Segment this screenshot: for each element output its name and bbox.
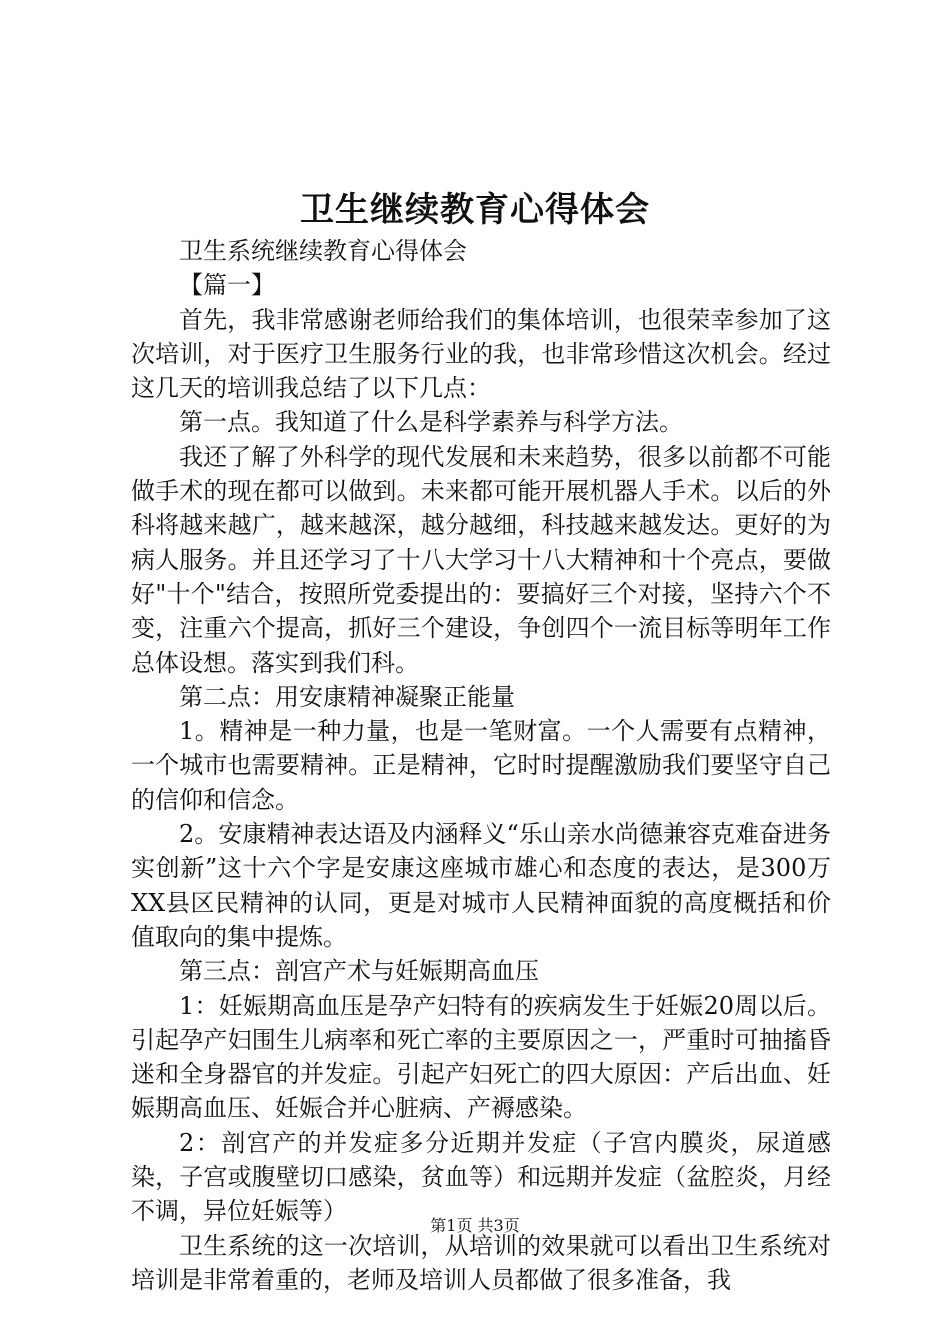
body-paragraph: 第三点：剖宫产术与妊娠期高血压 [179,957,539,986]
body-paragraph: 1：妊娠期高血压是孕产妇特有的疾病发生于妊娠20周以后。引起孕产妇围生儿病率和死亡率的主要原因之一，严重时可抽搐昏迷和全身器官的并发症。引起产妇死亡的四大原因：产后出血、妊娠期高血压、妊娠合并心脏病、产褥感染。 [131,991,831,1123]
body-paragraph: 第一点。我知道了什么是科学素养与科学方法。 [179,408,683,437]
body-paragraph: 我还了解了外科学的现代发展和未来趋势，很多以前都不可能做手术的现在都可以做到。未来都可能开展机器人手术。以后的外科将越来越广，越来越深，越分越细，科技越来越发达。更好的为病人服务。并且还学习了十八大学习十八大精神和十个亮点，要做好"十个"结合，按照所党委提出的：要搞好三个对接，坚持六个不变，注重六个提高，抓好三个建设，争创四个一流目标等明年工作总体设想。落实到我们科。 [131,442,831,677]
body-paragraph: 卫生系统的这一次培训，从培训的效果就可以看出卫生系统对培训是非常着重的，老师及培训人员都做了很多准备，我 [131,1231,831,1294]
page-footer: 第1页 共3页 [430,1216,520,1235]
body-paragraph: 第二点：用安康精神凝聚正能量 [179,682,515,711]
body-paragraph: 2：剖宫产的并发症多分近期并发症（子宫内膜炎，尿道感染，子宫或腹壁切口感染，贫血等）和远期并发症（盆腔炎，月经不调，异位妊娠等） [131,1128,831,1226]
body-paragraph: 2。安康精神表达语及内涵释义“乐山亲水尚德兼容克难奋进务实创新”这十六个字是安康这座城市雄心和态度的表达，是300万XX县区民精神的认同，更是对城市人民精神面貌的高度概括和价值取向的集中提炼。 [131,820,831,951]
document-body [131,234,831,1297]
section-label: 【篇一】 [179,271,275,300]
document-title: 卫生继续教育心得体会 [300,190,650,230]
subtitle-paragraph: 卫生系统继续教育心得体会 [179,237,467,265]
body-paragraph: 1。精神是一种力量，也是一笔财富。一个人需要有点精神，一个城市也需要精神。正是精神，它时时提醒激励我们要坚守自己的信仰和信念。 [131,717,831,814]
body-paragraph: 首先，我非常感谢老师给我们的集体培训，也很荣幸参加了这次培训，对于医疗卫生服务行业的我，也非常珍惜这次机会。经过这几天的培训我总结了以下几点： [131,305,831,403]
